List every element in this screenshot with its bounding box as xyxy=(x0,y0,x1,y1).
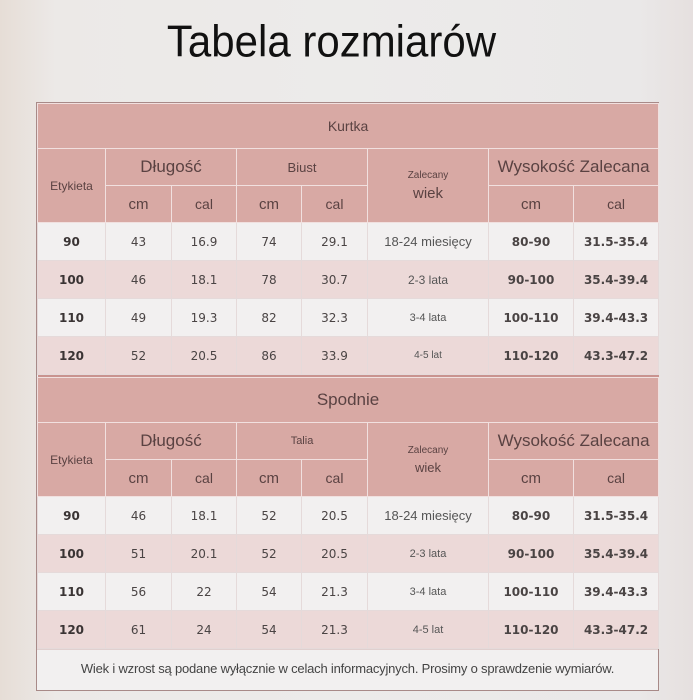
length-cm: 61 xyxy=(106,611,172,649)
table-row xyxy=(38,573,659,611)
header-recommended-age xyxy=(368,423,489,497)
length-cal: 20.5 xyxy=(172,337,237,375)
height-cm: 80-90 xyxy=(489,497,574,535)
height-cm: 80-90 xyxy=(489,223,574,261)
bust-cal: 33.9 xyxy=(302,337,368,375)
header-label: Etykieta xyxy=(38,423,106,497)
header-bust-cm: cm xyxy=(237,186,302,223)
height-cm: 100-110 xyxy=(489,573,574,611)
size-label: 110 xyxy=(38,299,106,337)
pants-section xyxy=(38,378,659,649)
length-cal: 19.3 xyxy=(172,299,237,337)
table-row xyxy=(38,223,659,261)
header-height-cm: cm xyxy=(489,460,574,497)
age: 4-5 lat xyxy=(368,611,489,649)
section-title-jacket: Kurtka xyxy=(38,104,659,149)
height-cm: 110-120 xyxy=(489,337,574,375)
header-height-cal: cal xyxy=(574,460,659,497)
waist-cal: 20.5 xyxy=(302,497,368,535)
height-cal: 43.3-47.2 xyxy=(574,337,659,375)
header-length: Długość xyxy=(106,423,237,460)
header-bust-cal: cal xyxy=(302,186,368,223)
bust-cal: 32.3 xyxy=(302,299,368,337)
footer-note: Wiek i wzrost są podane wyłącznie w celach informacyjnych. Prosimy o sprawdzenie wymiarów. xyxy=(37,649,658,690)
bust-cal: 30.7 xyxy=(302,261,368,299)
height-cal: 39.4-43.3 xyxy=(574,299,659,337)
page-title xyxy=(0,17,693,67)
height-cal: 39.4-43.3 xyxy=(574,573,659,611)
length-cm: 52 xyxy=(106,337,172,375)
size-label: 90 xyxy=(38,223,106,261)
length-cal: 16.9 xyxy=(172,223,237,261)
header-waist: Talia xyxy=(237,423,368,460)
table-row xyxy=(38,497,659,535)
age: 3-4 lata xyxy=(368,573,489,611)
length-cm: 43 xyxy=(106,223,172,261)
bust-cal: 29.1 xyxy=(302,223,368,261)
length-cm: 56 xyxy=(106,573,172,611)
header-recommended-bottom: wiek xyxy=(414,459,441,475)
header-height: Wysokość Zalecana xyxy=(489,149,659,186)
size-label: 110 xyxy=(38,573,106,611)
header-length-cal: cal xyxy=(172,186,237,223)
age: 3-4 lata xyxy=(368,299,489,337)
age: 18-24 miesięcy xyxy=(368,497,489,535)
header-recommended-top: Zalecany xyxy=(407,169,449,181)
header-length-cal: cal xyxy=(172,460,237,497)
header-waist-cal: cal xyxy=(302,460,368,497)
table-row xyxy=(38,337,659,375)
header-waist-cm: cm xyxy=(237,460,302,497)
size-label: 100 xyxy=(38,261,106,299)
length-cm: 51 xyxy=(106,535,172,573)
waist-cm: 54 xyxy=(237,573,302,611)
header-label: Etykieta xyxy=(38,149,106,223)
size-table xyxy=(37,103,659,649)
jacket-section xyxy=(38,104,659,378)
height-cal: 43.3-47.2 xyxy=(574,611,659,649)
header-bust: Biust xyxy=(237,149,368,186)
length-cal: 22 xyxy=(172,573,237,611)
height-cal: 35.4-39.4 xyxy=(574,535,659,573)
length-cm: 49 xyxy=(106,299,172,337)
waist-cm: 52 xyxy=(237,497,302,535)
height-cm: 100-110 xyxy=(489,299,574,337)
waist-cal: 21.3 xyxy=(302,573,368,611)
table-row xyxy=(38,261,659,299)
height-cal: 31.5-35.4 xyxy=(574,223,659,261)
height-cal: 35.4-39.4 xyxy=(574,261,659,299)
waist-cal: 21.3 xyxy=(302,611,368,649)
table-row xyxy=(38,299,659,337)
bust-cm: 78 xyxy=(237,261,302,299)
size-chart xyxy=(36,102,659,691)
waist-cal: 20.5 xyxy=(302,535,368,573)
waist-cm: 52 xyxy=(237,535,302,573)
header-recommended-age xyxy=(368,149,489,223)
age: 4-5 lat xyxy=(368,337,489,375)
age: 2-3 lata xyxy=(368,535,489,573)
size-label: 120 xyxy=(38,337,106,375)
length-cal: 18.1 xyxy=(172,497,237,535)
page-title-text: Tabela rozmiarów xyxy=(166,16,497,67)
section-title-pants: Spodnie xyxy=(38,378,659,423)
height-cm: 90-100 xyxy=(489,261,574,299)
bust-cm: 74 xyxy=(237,223,302,261)
waist-cm: 54 xyxy=(237,611,302,649)
size-label: 120 xyxy=(38,611,106,649)
length-cal: 24 xyxy=(172,611,237,649)
length-cal: 18.1 xyxy=(172,261,237,299)
size-label: 90 xyxy=(38,497,106,535)
bust-cm: 86 xyxy=(237,337,302,375)
height-cm: 110-120 xyxy=(489,611,574,649)
header-length-cm: cm xyxy=(106,460,172,497)
header-height-cal: cal xyxy=(574,186,659,223)
header-height: Wysokość Zalecana xyxy=(489,423,659,460)
header-length-cm: cm xyxy=(106,186,172,223)
size-label: 100 xyxy=(38,535,106,573)
height-cm: 90-100 xyxy=(489,535,574,573)
height-cal: 31.5-35.4 xyxy=(574,497,659,535)
length-cm: 46 xyxy=(106,261,172,299)
header-recommended-bottom: wiek xyxy=(412,184,443,202)
bust-cm: 82 xyxy=(237,299,302,337)
age: 18-24 miesięcy xyxy=(368,223,489,261)
header-recommended-top: Zalecany xyxy=(407,444,449,456)
header-length: Długość xyxy=(106,149,237,186)
age: 2-3 lata xyxy=(368,261,489,299)
header-height-cm: cm xyxy=(489,186,574,223)
table-row xyxy=(38,611,659,649)
length-cal: 20.1 xyxy=(172,535,237,573)
length-cm: 46 xyxy=(106,497,172,535)
table-row xyxy=(38,535,659,573)
